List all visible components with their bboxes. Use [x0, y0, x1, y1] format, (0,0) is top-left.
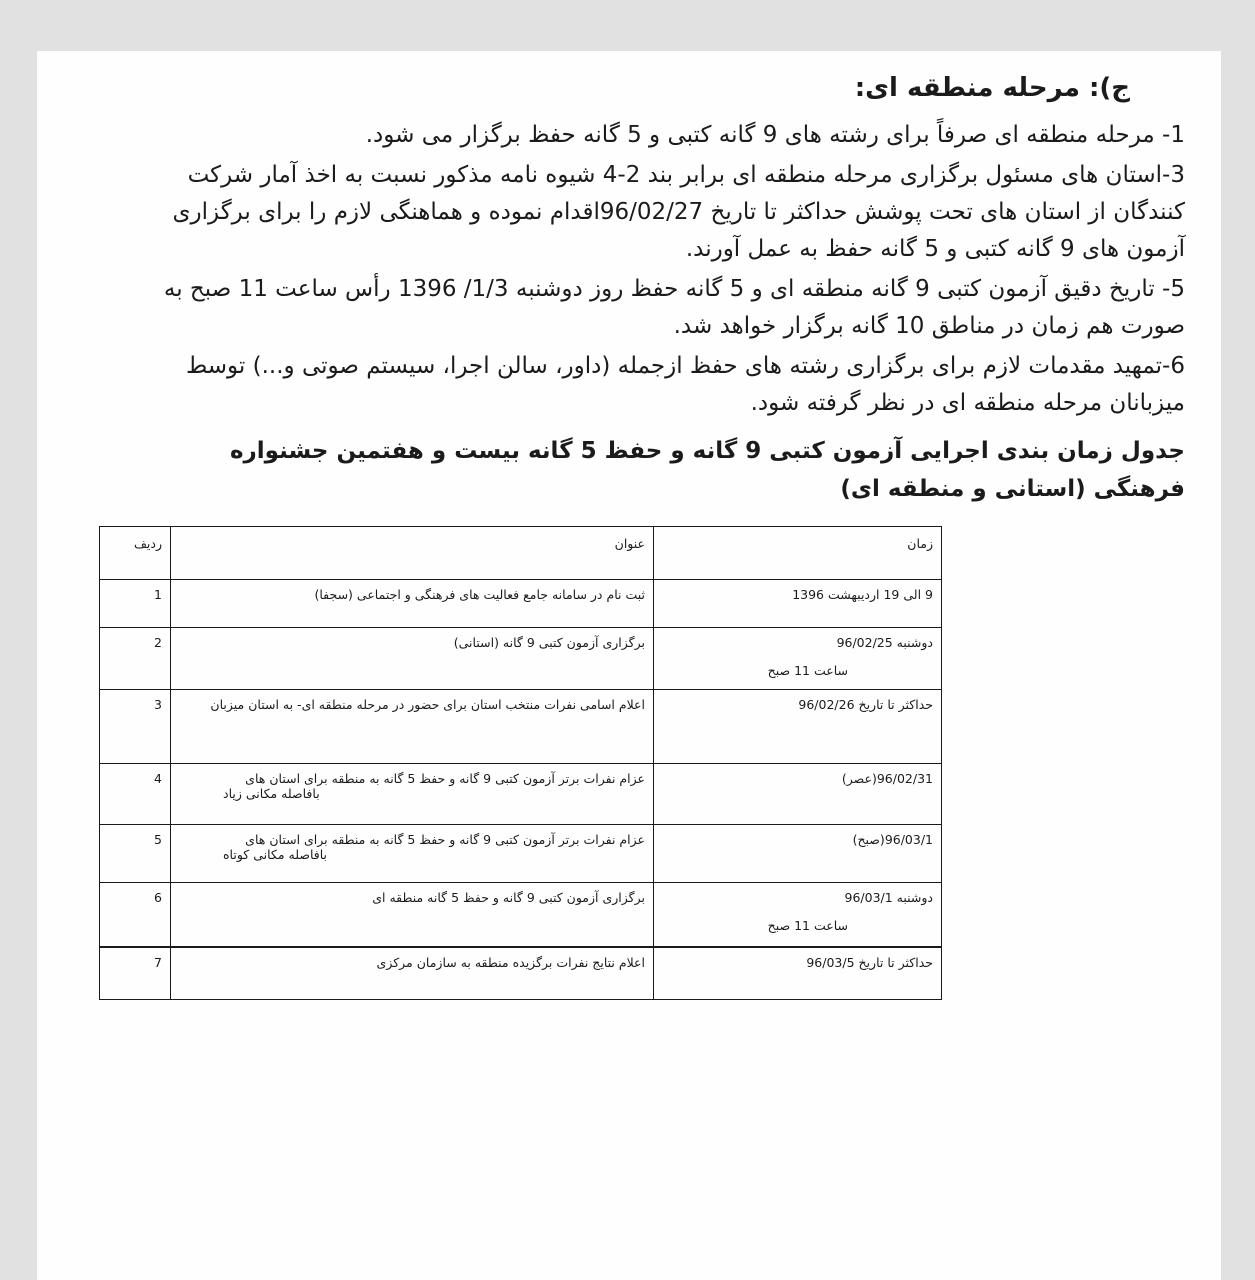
paragraph-block	[163, 117, 1185, 508]
cell-title: برگزاری آزمون کتبی 9 گانه (استانی)	[171, 628, 654, 690]
cell-row-number: 6	[100, 883, 171, 947]
cell-row-number: 1	[100, 580, 171, 628]
paragraph-item-3: 3-استان های مسئول برگزاری مرحله منطقه ای برابر بند 2-4 شیوه نامه مذکور نسبت به اخذ آمار شرکت کنندگان از استان های تحت پوشش حداکثر تا تاریخ 96/02/27اقدام نموده و هماهنگی لازم را برای برگزاری آزمون های 9 گانه کتبی و 5 گانه حفظ به عمل آورند.	[172, 162, 1185, 262]
column-header-no: ردیف	[100, 527, 171, 580]
table-row	[100, 764, 942, 825]
cell-row-number: 3	[100, 690, 171, 764]
cell-title: اعلام اسامی نفرات منتخب استان برای حضور در مرحله منطقه ای- به استان میزبان	[171, 690, 654, 764]
cell-title: عزام نفرات برتر آزمون کتبی 9 گانه و حفظ 5 گانه به منطقه برای استان های بافاصله مکانی کوتاه	[171, 825, 654, 883]
cell-time: 96/02/31(عصر)	[654, 764, 942, 825]
section-heading: ج): مرحله منطقه ای:	[854, 73, 1130, 103]
cell-time: حداکثر تا تاریخ 96/02/26	[654, 690, 942, 764]
column-header-title: عنوان	[171, 527, 654, 580]
table-row	[100, 690, 942, 764]
cell-title: ثبت نام در سامانه جامع فعالیت های فرهنگی و اجتماعی (سجفا)	[171, 580, 654, 628]
cell-time: حداکثر تا تاریخ 96/03/5	[654, 947, 942, 1000]
cell-time: 96/03/1(صبح)	[654, 825, 942, 883]
schedule-table	[99, 526, 942, 1000]
cell-row-number: 4	[100, 764, 171, 825]
table-row	[100, 628, 942, 690]
cell-title: عزام نفرات برتر آزمون کتبی 9 گانه و حفظ 5 گانه به منطقه برای استان های بافاصله مکانی زیاد	[171, 764, 654, 825]
paragraph-item-6: 6-تمهید مقدمات لازم برای برگزاری رشته های حفظ ازجمله (داور، سالن اجرا، سیستم صوتی و...) توسط میزبانان مرحله منطقه ای در نظر گرفته شود.	[185, 353, 1185, 416]
table-header-row	[100, 527, 942, 580]
cell-time: 9 الی 19 اردیبهشت 1396	[654, 580, 942, 628]
table-row	[100, 580, 942, 628]
cell-title: برگزاری آزمون کتبی 9 گانه و حفظ 5 گانه منطقه ای	[171, 883, 654, 947]
cell-row-number: 5	[100, 825, 171, 883]
cell-time: دوشنبه 96/02/25 ساعت 11 صبح	[654, 628, 942, 690]
table-row	[100, 883, 942, 947]
cell-row-number: 7	[100, 947, 171, 1000]
cell-title: اعلام نتایج نفرات برگزیده منطقه به سازمان مرکزی	[171, 947, 654, 1000]
column-header-time: زمان	[654, 527, 942, 580]
paragraph-item-5: 5- تاریخ دقیق آزمون کتبی 9 گانه منطقه ای و 5 گانه حفظ روز دوشنبه 1/3/ 1396 رأس ساعت 11 صبح به صورت هم زمان در مناطق 10 گانه برگزار خواهد شد.	[163, 276, 1185, 339]
table-row	[100, 947, 942, 1000]
cell-row-number: 2	[100, 628, 171, 690]
paragraph-item-1: 1- مرحله منطقه ای صرفاً برای رشته های 9 گانه کتبی و 5 گانه حفظ برگزار می شود.	[365, 122, 1185, 148]
table-row	[100, 825, 942, 883]
table-caption: جدول زمان بندی اجرایی آزمون کتبی 9 گانه و حفظ 5 گانه بیست و هفتمین جشنواره فرهنگی (استانی و منطقه ای)	[229, 438, 1185, 502]
document-page	[37, 51, 1221, 1280]
cell-time: دوشنبه 96/03/1 ساعت 11 صبح	[654, 883, 942, 947]
